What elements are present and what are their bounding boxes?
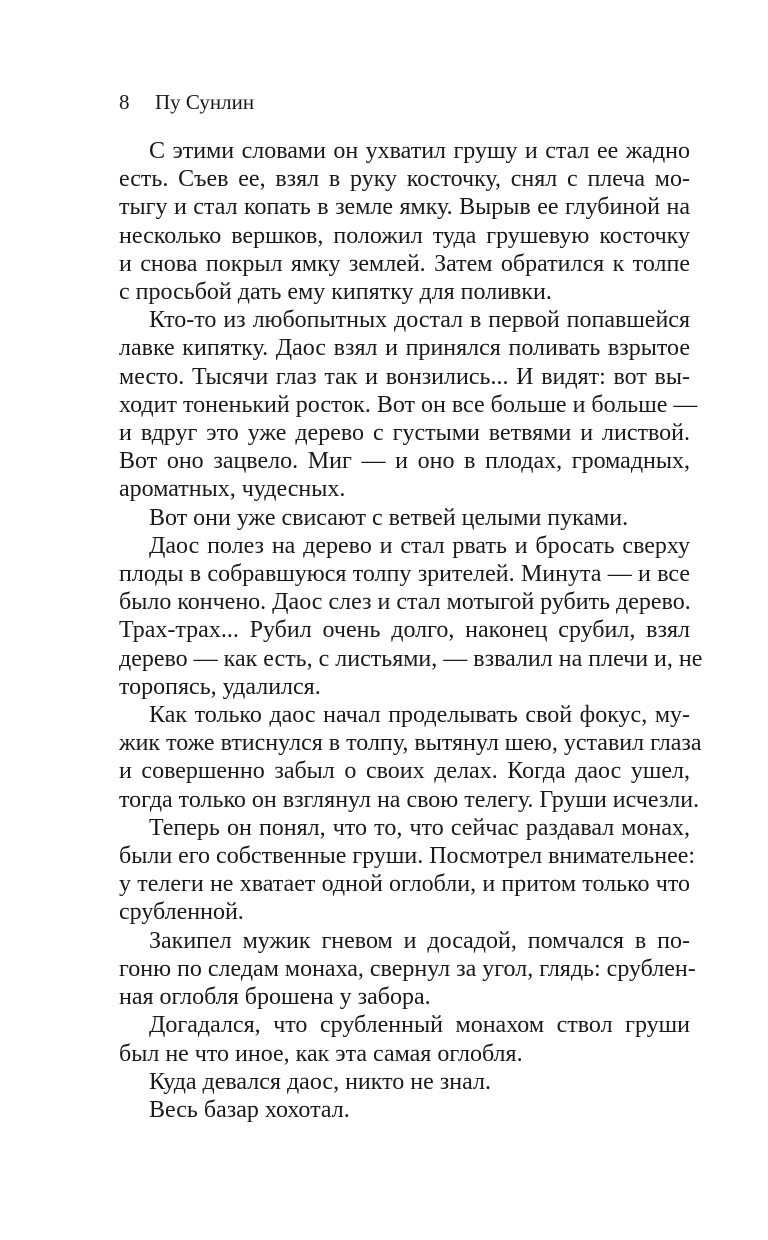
text-line: Куда девался даос, никто не знал. (149, 1068, 491, 1095)
text-line: Как только даос начал проделывать свой фокус, му- (149, 702, 690, 729)
paragraph (119, 927, 696, 1012)
paragraph (119, 137, 690, 306)
text-line: Даос полез на дерево и стал рвать и бросать сверху (149, 532, 690, 559)
text-line: ароматных, чудесных. (119, 476, 346, 503)
text-line: С этими словами он ухватил грушу и стал ее жадно (149, 138, 690, 164)
text-line: Закипел мужик гневом и досадой, помчался в по- (149, 927, 690, 954)
text-line: есть. Съев ее, взял в руку косточку, снял с плеча мо- (119, 166, 690, 193)
text-line: Теперь он понял, что то, что сейчас раздавал монах, (149, 814, 690, 841)
text-line: и снова покрыл ямку землей. Затем обратился к толпе (119, 250, 690, 277)
page-number: 8 (119, 90, 130, 114)
text-line: тогда только он взглянул на свою телегу. Груши исчезли. (119, 786, 700, 813)
running-title: Пу Сунлин (155, 90, 255, 114)
paragraph (119, 504, 690, 532)
paragraph (119, 532, 703, 701)
text-line: дерево — как есть, с листьями, — взвалил на плечи и, не (119, 645, 703, 672)
paragraph (119, 306, 698, 503)
text-line: Трах-трах... Рубил очень долго, наконец срубил, взял (119, 617, 690, 644)
text-line: плоды в собравшуюся толпу зрителей. Минута — и все (119, 561, 690, 588)
text-line: было кончено. Даос слез и стал мотыгой рубить дерево. (119, 589, 691, 616)
text-line: и вдруг это уже дерево с густыми ветвями и листвой. (119, 420, 690, 447)
paragraph (119, 1068, 690, 1096)
text-line: ходит тоненький росток. Вот он все больше и больше — (119, 391, 698, 418)
paragraph (119, 1011, 690, 1067)
text-line: Догадался, что срубленный монахом ствол груши (149, 1012, 690, 1039)
text-line: место. Тысячи глаз так и вонзились... И видят: вот вы- (119, 363, 690, 390)
text-line: с просьбой дать ему кипятку для поливки. (119, 279, 552, 306)
paragraph (119, 814, 696, 927)
text-line: торопясь, удалился. (119, 673, 321, 700)
text-line: и совершенно забыл о своих делах. Когда даос ушел, (119, 758, 690, 785)
text-line: лавке кипятку. Даос взял и принялся поливать взрытое (119, 335, 690, 362)
text-line: были его собственные груши. Посмотрел внимательнее: (119, 843, 696, 870)
text-line: гоню по следам монаха, свернул за угол, глядь: срублен- (119, 955, 696, 982)
text-line: Вот они уже свисают с ветвей целыми пуками. (149, 504, 629, 531)
running-header (119, 89, 254, 115)
text-line: ная оглобля брошена у забора. (119, 984, 431, 1011)
text-line: жик тоже втиснулся в толпу, вытянул шею, уставил глаза (119, 730, 702, 757)
body-text (119, 137, 703, 1124)
text-line: срубленной. (119, 899, 244, 926)
text-line: тыгу и стал копать в земле ямку. Вырыв ее глубиной на (119, 194, 690, 221)
paragraph (119, 1096, 690, 1124)
text-line: у телеги не хватает одной оглобли, и притом только что (119, 871, 690, 898)
text-line: Кто-то из любопытных достал в первой попавшейся (149, 307, 690, 334)
text-line: Вот оно зацвело. Миг — и оно в плодах, громадных, (119, 448, 690, 475)
text-line: Весь базар хохотал. (149, 1096, 350, 1123)
text-line: был не что иное, как эта самая оглобля. (119, 1040, 523, 1067)
text-line: несколько вершков, положил туда грушевую косточку (119, 222, 690, 249)
paragraph (119, 701, 702, 814)
